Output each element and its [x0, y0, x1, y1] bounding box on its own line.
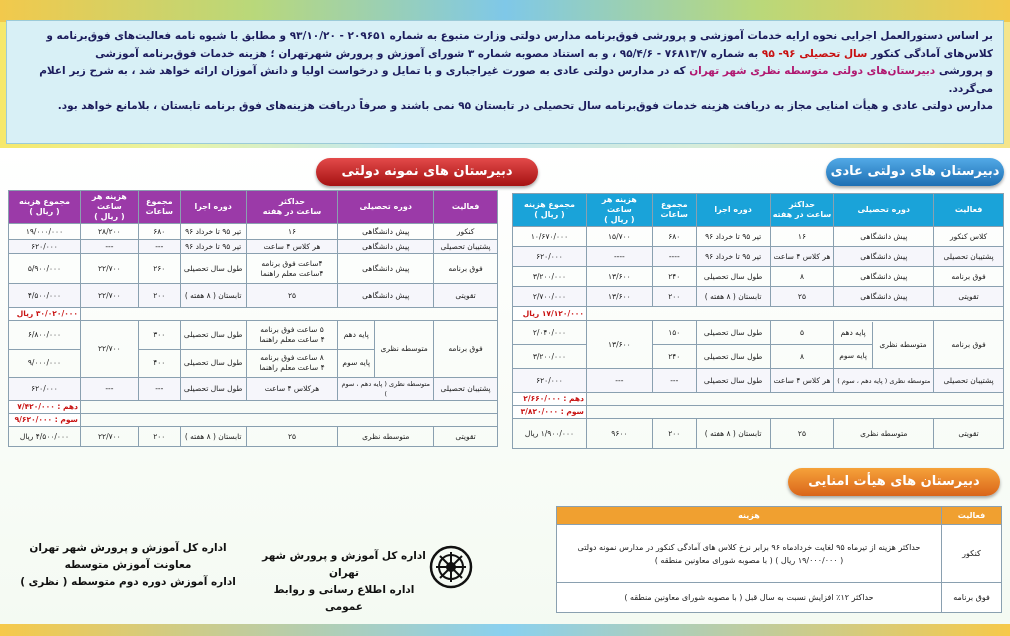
- cell-grade: پایه سوم: [839, 351, 867, 361]
- cell-hours: ۱۶: [246, 224, 338, 240]
- sum-tenth: دهم : ۲/۶۶۰/۰۰۰: [513, 393, 587, 406]
- sum-row: [9, 414, 498, 427]
- cell-rate: ۲۲/۷۰۰: [80, 284, 138, 308]
- cell-course: پیش دانشگاهی: [834, 247, 934, 267]
- table-row: [9, 254, 498, 284]
- cell-total-hours: ۲۴۰: [652, 267, 696, 287]
- intro-highlight: کلاس‌های آمادگی کنکور: [870, 47, 993, 60]
- footer-pr-office: [262, 548, 426, 616]
- col-total-cost: مجموع هزینه ( ریال ): [9, 191, 81, 224]
- cell-total: ۶۲۰/۰۰۰: [513, 369, 587, 393]
- cell-activity: فوق برنامه: [934, 321, 1004, 369]
- cell-rate: ---: [586, 369, 652, 393]
- table-row: [513, 321, 1004, 345]
- cell-rate: ---: [80, 378, 138, 401]
- cell-course: پیش دانشگاهی: [338, 284, 434, 308]
- cell-total: ۵/۹۰۰/۰۰۰: [9, 254, 81, 284]
- cell-period: طول سال تحصیلی: [180, 321, 246, 350]
- intro-text: به شماره ۷۶۸۱۳/۷ - ۹۵/۴/۶ ، و به استناد مصوبه شماره ۳ شورای آموزش و پرورش شهرتهران ؛ هزینه خدمات فوق‌برنامه آموزشی: [95, 47, 759, 60]
- bottom-decorative-band: [0, 624, 1010, 636]
- cell-total: ۶۲۰/۰۰۰: [9, 378, 81, 401]
- cell-total: ۲/۷۰۰/۰۰۰: [513, 287, 587, 307]
- table-header-row: [513, 194, 1004, 227]
- col-total-hours: مجموع ساعات: [138, 191, 180, 224]
- footer-secondary-office: [14, 540, 242, 591]
- cell-hours: هرکلاس ۴ ساعت: [246, 378, 338, 401]
- col-course: دوره تحصیلی: [834, 194, 934, 227]
- table-row: [513, 267, 1004, 287]
- cell-period: طول سال تحصیلی: [696, 345, 770, 369]
- cell-total-hours: ---: [138, 378, 180, 401]
- cell-rate: ۲۲/۷۰۰: [80, 254, 138, 284]
- cell-total-hours: ۲۰۰: [138, 284, 180, 308]
- cell-activity: پشتیبان تحصیلی: [434, 240, 498, 254]
- table-row: [9, 284, 498, 308]
- cell-rate: ۲۲/۷۰۰: [80, 321, 138, 378]
- table-row: [9, 378, 498, 401]
- table-row: [513, 227, 1004, 247]
- cell-course: پیش دانشگاهی: [338, 240, 434, 254]
- cell-total-hours: ۳۰۰: [138, 321, 180, 350]
- cell-cost: حداکثر ۱۲٪ افزایش نسبت به سال قبل ( با مصوبه شورای معاونین منطقه ): [557, 583, 942, 613]
- cell-course: پیش دانشگاهی: [338, 254, 434, 284]
- cell-rate: ۹۶۰۰: [586, 419, 652, 449]
- cell-hours: ۵: [770, 321, 834, 345]
- col-rate: هزینه هر ساعت ( ریال ): [80, 191, 138, 224]
- col-activity: فعالیت: [434, 191, 498, 224]
- cell-period: طول سال تحصیلی: [180, 378, 246, 401]
- cell-total: ۶۲۰/۰۰۰: [9, 240, 81, 254]
- ministry-logo-icon: [428, 544, 474, 590]
- cell-period: تیر ۹۵ تا خرداد ۹۶: [180, 240, 246, 254]
- col-activity: فعالیت: [942, 507, 1002, 525]
- sum-third: سوم : ۳/۸۲۰/۰۰۰: [513, 406, 587, 419]
- cell-total-hours: ۲۰۰: [138, 427, 180, 447]
- cell-course: پیش دانشگاهی: [834, 227, 934, 247]
- cell-period: تابستان ( ۸ هفته ): [180, 427, 246, 447]
- cell-activity: تقویتی: [934, 287, 1004, 307]
- intro-text: که در مدارس دولتی عادی به صورت غیراجباری و با تمایل و درخواست اولیا و دانش آموزان ارائه خواهد شد ، به شرح زیر اعلام: [39, 65, 686, 77]
- table-row: [513, 369, 1004, 393]
- cell-period: طول سال تحصیلی: [180, 254, 246, 284]
- cell-hours: ۸ ساعت فوق برنامه ۴ ساعت معلم راهنما: [246, 349, 338, 378]
- cell-activity: فوق برنامه: [942, 583, 1002, 613]
- top-decorative-band: [0, 0, 1010, 22]
- cell-hours: ۲۵: [770, 287, 834, 307]
- cell-period: طول سال تحصیلی: [696, 369, 770, 393]
- cell-total: ۲/۰۴۰/۰۰۰: [513, 321, 587, 345]
- cell-total-hours: ۱۵۰: [652, 321, 696, 345]
- cell-total-hours: ---: [138, 240, 180, 254]
- cell-hours: ۲۵: [246, 427, 338, 447]
- intro-schools: دبیرستان‌های دولتی متوسطه نظری شهر تهران: [689, 65, 936, 77]
- intro-paragraph: [6, 20, 1004, 144]
- cell-total: ۶/۸۰۰/۰۰۰: [9, 321, 81, 350]
- col-rate: هزینه هر ساعت ( ریال ): [586, 194, 652, 227]
- cell-activity: پشتیبان تحصیلی: [934, 369, 1004, 393]
- table-header-row: [557, 507, 1002, 525]
- cell-total-hours: ---: [652, 369, 696, 393]
- intro-line-1: بر اساس دستورالعمل اجرایی نحوه ارایه خدمات آموزشی و پرورشی فوق‌برنامه مدارس دولتی وزارت متبوع به شماره ۲۰۹۶۵۱ - ۹۳/۱۰/۲۰ و مطابق با شیوه نامه فعالیت‌های فوق‌برنامه و: [46, 30, 993, 42]
- cell-activity: تقویتی: [434, 427, 498, 447]
- cell-course: پیش دانشگاهی: [338, 224, 434, 240]
- cell-hours: هر کلاس ۴ ساعت: [770, 247, 834, 267]
- cell-period: طول سال تحصیلی: [696, 267, 770, 287]
- cell-rate: ۱۳/۶۰۰: [586, 287, 652, 307]
- model-schools-ribbon: دبیرستان های نمونه دولتی: [316, 158, 538, 186]
- cell-course: پیش دانشگاهی: [834, 267, 934, 287]
- table-row: [9, 224, 498, 240]
- cell-hours: هر کلاس ۴ ساعت: [246, 240, 338, 254]
- col-total-hours: مجموع ساعات: [652, 194, 696, 227]
- footer-line: اداره آموزش دوره دوم متوسطه ( نظری ): [20, 576, 236, 588]
- col-course: دوره تحصیلی: [338, 191, 434, 224]
- cell-hours: ۸: [770, 345, 834, 369]
- cell-total-hours: ۶۸۰: [652, 227, 696, 247]
- sum-row: [513, 393, 1004, 406]
- col-activity: فعالیت: [934, 194, 1004, 227]
- cell-total-hours: ۶۸۰: [138, 224, 180, 240]
- intro-line-4: می‌گردد.: [948, 82, 993, 95]
- trustee-schools-table: [556, 506, 1002, 613]
- cell-activity: کنکور: [434, 224, 498, 240]
- cell-rate: ۱۵/۷۰۰: [586, 227, 652, 247]
- cell-course: متوسطه نظری: [834, 419, 934, 449]
- intro-line-5: مدارس دولتی عادی و هیأت امنایی مجاز به دریافت هزینه خدمات فوق‌برنامه سال تحصیلی در تابستان ۹۵ نمی باشند و صرفاً دریافت هزینه‌های فوق برنامه تابستان ، بلامانع خواهد بود.: [57, 100, 993, 112]
- cell-activity: کلاس کنکور: [934, 227, 1004, 247]
- cell-course: متوسطه نظری ( پایه دهم ، سوم ): [338, 378, 434, 401]
- cell-total-hours: ۴۰۰: [138, 349, 180, 378]
- cell-total: ۱/۹۰۰/۰۰۰ ریال: [513, 419, 587, 449]
- cell-course: [338, 321, 434, 378]
- model-schools-table: [8, 190, 498, 447]
- cell-activity: تقویتی: [434, 284, 498, 308]
- cell-grade: پایه سوم: [342, 358, 371, 368]
- cell-total: ۱۹/۰۰۰/۰۰۰: [9, 224, 81, 240]
- cell-activity: تقویتی: [934, 419, 1004, 449]
- footer-line: اداره اطلاع رسانی و روابط عمومی: [273, 584, 415, 613]
- cell-total-hours: ۲۶۰: [138, 254, 180, 284]
- cell-course-name: متوسطه نظری: [375, 321, 433, 377]
- sum-row: [9, 308, 498, 321]
- cell-hours: ۸: [770, 267, 834, 287]
- footer-line: اداره کل آموزش و پرورش شهر تهران: [262, 550, 426, 579]
- cell-hours: ۴ساعت فوق برنامه ۴ساعت معلم راهنما: [246, 254, 338, 284]
- cell-activity: فوق برنامه: [434, 254, 498, 284]
- footer-line: معاونت آموزش متوسطه: [64, 559, 192, 571]
- intro-school-year: سال تحصیلی ۹۶- ۹۵: [761, 47, 868, 60]
- cell-period: طول سال تحصیلی: [180, 349, 246, 378]
- cell-activity: فوق برنامه: [934, 267, 1004, 287]
- sum-row: [513, 307, 1004, 321]
- cell-hours: ۲۵: [246, 284, 338, 308]
- cell-period: طول سال تحصیلی: [696, 321, 770, 345]
- cell-total-hours: ۲۰۰: [652, 287, 696, 307]
- col-max-hours: حداکثر ساعت در هفته: [246, 191, 338, 224]
- cell-period: تیر ۹۵ تا خرداد ۹۶: [696, 227, 770, 247]
- cell-total: ۳/۲۰۰/۰۰۰: [513, 267, 587, 287]
- cell-hours: ۲۵: [770, 419, 834, 449]
- regular-schools-table: [512, 193, 1004, 449]
- table-row: [513, 247, 1004, 267]
- cell-activity: پشتیبان تحصیلی: [934, 247, 1004, 267]
- cell-course: متوسطه نظری ( پایه دهم ، سوم ): [834, 369, 934, 393]
- footer-line: اداره کل آموزش و پرورش شهر تهران: [29, 542, 227, 554]
- col-max-hours: حداکثر ساعت در هفته: [770, 194, 834, 227]
- cell-hours: هر کلاس ۴ ساعت: [770, 369, 834, 393]
- cell-rate: ---: [80, 240, 138, 254]
- cell-grade: پایه دهم: [338, 321, 374, 349]
- cost-line: ( ۱۹/۰۰۰/۰۰۰ ریال ) ( با مصوبه شورای معاونین منطقه ): [654, 555, 844, 565]
- sum-row: [513, 406, 1004, 419]
- cell-total: ۶۲۰/۰۰۰: [513, 247, 587, 267]
- table-row: [513, 287, 1004, 307]
- cell-period: تابستان ( ۸ هفته ): [696, 287, 770, 307]
- intro-text: و پرورشی: [938, 65, 993, 77]
- sum-value: ۳۰/۰۲۰/۰۰۰ ریال: [9, 308, 81, 321]
- table-row: [9, 240, 498, 254]
- cell-period: تابستان ( ۸ هفته ): [696, 419, 770, 449]
- cell-hours: ۱۶: [770, 227, 834, 247]
- sum-tenth: دهم : ۷/۴۲۰/۰۰۰: [9, 401, 81, 414]
- cell-total: ۹/۰۰۰/۰۰۰: [9, 349, 81, 378]
- sum-value: ۱۷/۱۲۰/۰۰۰ ریال: [513, 307, 587, 321]
- cell-activity: فوق برنامه: [434, 321, 498, 378]
- table-row: [9, 321, 498, 350]
- table-header-row: [9, 191, 498, 224]
- sum-row: [9, 401, 498, 414]
- col-total-cost: مجموع هزینه ( ریال ): [513, 194, 587, 227]
- table-row: [9, 427, 498, 447]
- cell-total-hours: ۲۴۰: [652, 345, 696, 369]
- cell-total-hours: ۲۰۰: [652, 419, 696, 449]
- sum-third: سوم : ۹/۶۲۰/۰۰۰: [9, 414, 81, 427]
- cell-course: [834, 321, 934, 369]
- cell-cost: [557, 525, 942, 583]
- cell-period: تیر ۹۵ تا خرداد ۹۶: [180, 224, 246, 240]
- cell-total: ۱۰/۶۷۰/۰۰۰: [513, 227, 587, 247]
- regular-schools-ribbon: دبیرستان های دولتی عادی: [826, 158, 1004, 186]
- cell-total: ۴/۵۰۰/۰۰۰ ریال: [9, 427, 81, 447]
- cell-total-hours: ----: [652, 247, 696, 267]
- cell-rate: ۱۳/۶۰۰: [586, 321, 652, 369]
- intro-line-3: [17, 63, 993, 81]
- cell-course-name: متوسطه نظری: [872, 322, 933, 368]
- cell-period: تابستان ( ۸ هفته ): [180, 284, 246, 308]
- cell-course: پیش دانشگاهی: [834, 287, 934, 307]
- table-row: [513, 419, 1004, 449]
- cell-total: ۴/۵۰۰/۰۰۰: [9, 284, 81, 308]
- cell-hours: ۵ ساعت فوق برنامه ۴ ساعت معلم راهنما: [246, 321, 338, 350]
- table-row: [557, 525, 1002, 583]
- cell-total: ۳/۲۰۰/۰۰۰: [513, 345, 587, 369]
- cost-line: حداکثر هزینه از تیرماه ۹۵ لغایت خردادماه ۹۶ برابر نرخ کلاس های آمادگی کنکور در مدارس نمونه دولتی: [577, 542, 921, 552]
- intro-line-2: [17, 46, 993, 64]
- trustee-schools-ribbon: دبیرستان های هیأت امنایی: [788, 468, 1000, 496]
- cell-rate: ----: [586, 247, 652, 267]
- cell-rate: ۲۲/۷۰۰: [80, 427, 138, 447]
- col-period: دوره اجرا: [180, 191, 246, 224]
- cell-course: متوسطه نظری: [338, 427, 434, 447]
- col-cost: هزینه: [557, 507, 942, 525]
- cell-rate: ۲۸/۲۰۰: [80, 224, 138, 240]
- cell-rate: ۱۳/۶۰۰: [586, 267, 652, 287]
- table-row: [557, 583, 1002, 613]
- cell-grade: پایه دهم: [834, 322, 872, 345]
- cell-activity: کنکور: [942, 525, 1002, 583]
- col-period: دوره اجرا: [696, 194, 770, 227]
- cell-activity: پشتیبان تحصیلی: [434, 378, 498, 401]
- cell-period: تیر ۹۵ تا خرداد ۹۶: [696, 247, 770, 267]
